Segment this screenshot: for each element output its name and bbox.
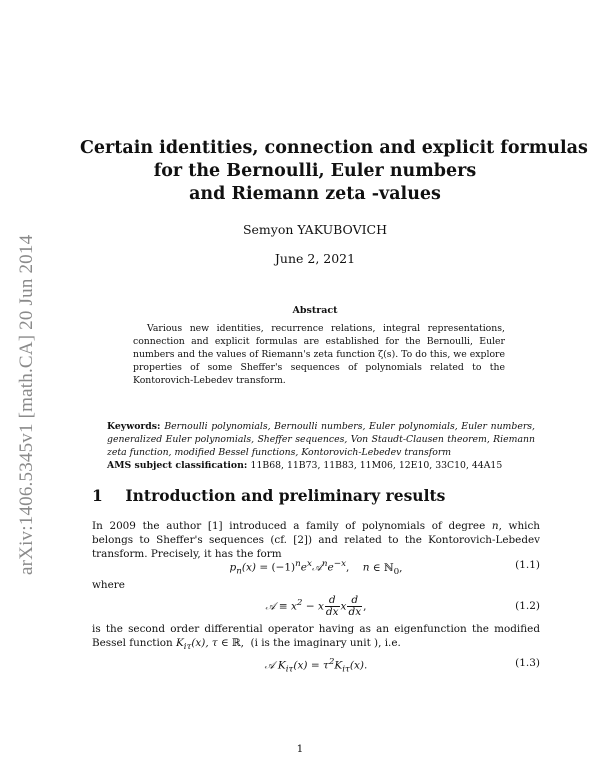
paragraph-operator: is the second order differential operator having as an eigenfunction the modified Bessel function $K_{i\tau}(x)$, τ ∈ ℝ, (i is the imaginary unit ), i.e. <box>92 623 540 653</box>
arxiv-sidebar <box>13 175 41 575</box>
paragraph-intro <box>92 519 540 561</box>
paper-date: June 2, 2021 <box>274 251 356 266</box>
paper-title <box>80 137 588 206</box>
title-line-3: and Riemann zeta -values <box>189 184 441 204</box>
paragraph-intro-text-a: In 2009 the author [1] introduced a family of polynomials of degree <box>92 520 492 532</box>
abstract-text: Various new identities, recurrence relations, integral representations, connection and explicit formulas are established for the Bernoulli, Euler numbers and the values of Riemann's zeta function ζ(s). To do this, we explore properties of some Sheffer's sequences of polynomials related to the Kontorovich-Lebedev transform. <box>133 323 505 386</box>
abstract-body <box>133 322 505 387</box>
keywords-label: Keywords <box>107 421 158 432</box>
keywords-block: Keywords: Bernoulli polynomials, Bernoulli numbers, Euler polynomials, Euler numbers, generalized Euler polynomials, Sheffer sequences, Von Staudt-Clausen theorem, Riemann zeta function, modified Bessel functions, Kontorovich-Lebedev transform <box>107 421 535 458</box>
paragraph-operator-text-a: is the second order differential operator having as an eigenfunction the modified Bessel function <box>92 623 540 649</box>
equation-1-3-formula: 𝒜 $K_{i\tau}(x) = \tau^2K_{i\tau}(x)$. <box>264 657 368 675</box>
equation-1-3-number: (1.3) <box>515 657 540 669</box>
equation-1-1-number: (1.1) <box>515 559 540 571</box>
ams-label: AMS subject classification <box>107 460 244 471</box>
equation-1-2 <box>92 594 540 618</box>
ams-classification: AMS subject classification: 11B68, 11B73, 11B83, 11M06, 12E10, 33C10, 44A15 <box>107 460 503 471</box>
equation-1-2-formula: 𝒜 ≡ $x^2 - x$ $\frac{d}{dx}$ x $\frac{d}{dx}$ , <box>265 594 367 618</box>
title-line-2: for the Bernoulli, Euler numbers <box>153 161 477 181</box>
equation-1-1-formula: $p_n(x)$ = $(-1)^ne^x𝒜^ne^{-x}$, n ∈ ℕ$_0$, <box>229 559 403 577</box>
where-label: where <box>92 579 125 591</box>
bessel-function-symbol: $K_{i\tau}(x)$, τ <box>176 637 218 653</box>
keywords-list: Bernoulli polynomials, Bernoulli numbers, Euler polynomials, Euler numbers, generalized Euler polynomials, Sheffer sequences, Von Staudt-Clausen theorem, Riemann zeta function, modified Bessel functions, Kontorovich-Lebedev transform <box>107 421 535 458</box>
arxiv-identifier: arXiv:1406.5345v1 [math.CA] 20 Jun 2014 <box>16 234 37 575</box>
author-name: Semyon YAKUBOVICH <box>242 222 388 237</box>
paragraph-intro-text-b: , which belongs to Sheffer's sequences (cf. [2]) and related to the Kontorovich-Lebedev transform. Precisely, it has the form <box>92 520 540 560</box>
equation-1-2-number: (1.2) <box>515 600 540 612</box>
title-line-1: Certain identities, connection and explicit formulas <box>80 138 588 158</box>
equation-1-1 <box>92 559 540 579</box>
ams-codes: 11B68, 11B73, 11B83, 11M06, 12E10, 33C10, 44A15 <box>250 460 503 471</box>
page-number: 1 <box>296 743 304 755</box>
equation-1-3 <box>92 657 540 677</box>
section-heading <box>92 486 445 505</box>
section-number: 1 <box>92 486 103 505</box>
abstract-heading: Abstract <box>292 305 338 316</box>
paragraph-operator-text-b: (i is the imaginary unit ), i.e. <box>250 637 401 649</box>
section-title: Introduction and preliminary results <box>125 486 446 505</box>
variable-n: n <box>491 520 499 532</box>
